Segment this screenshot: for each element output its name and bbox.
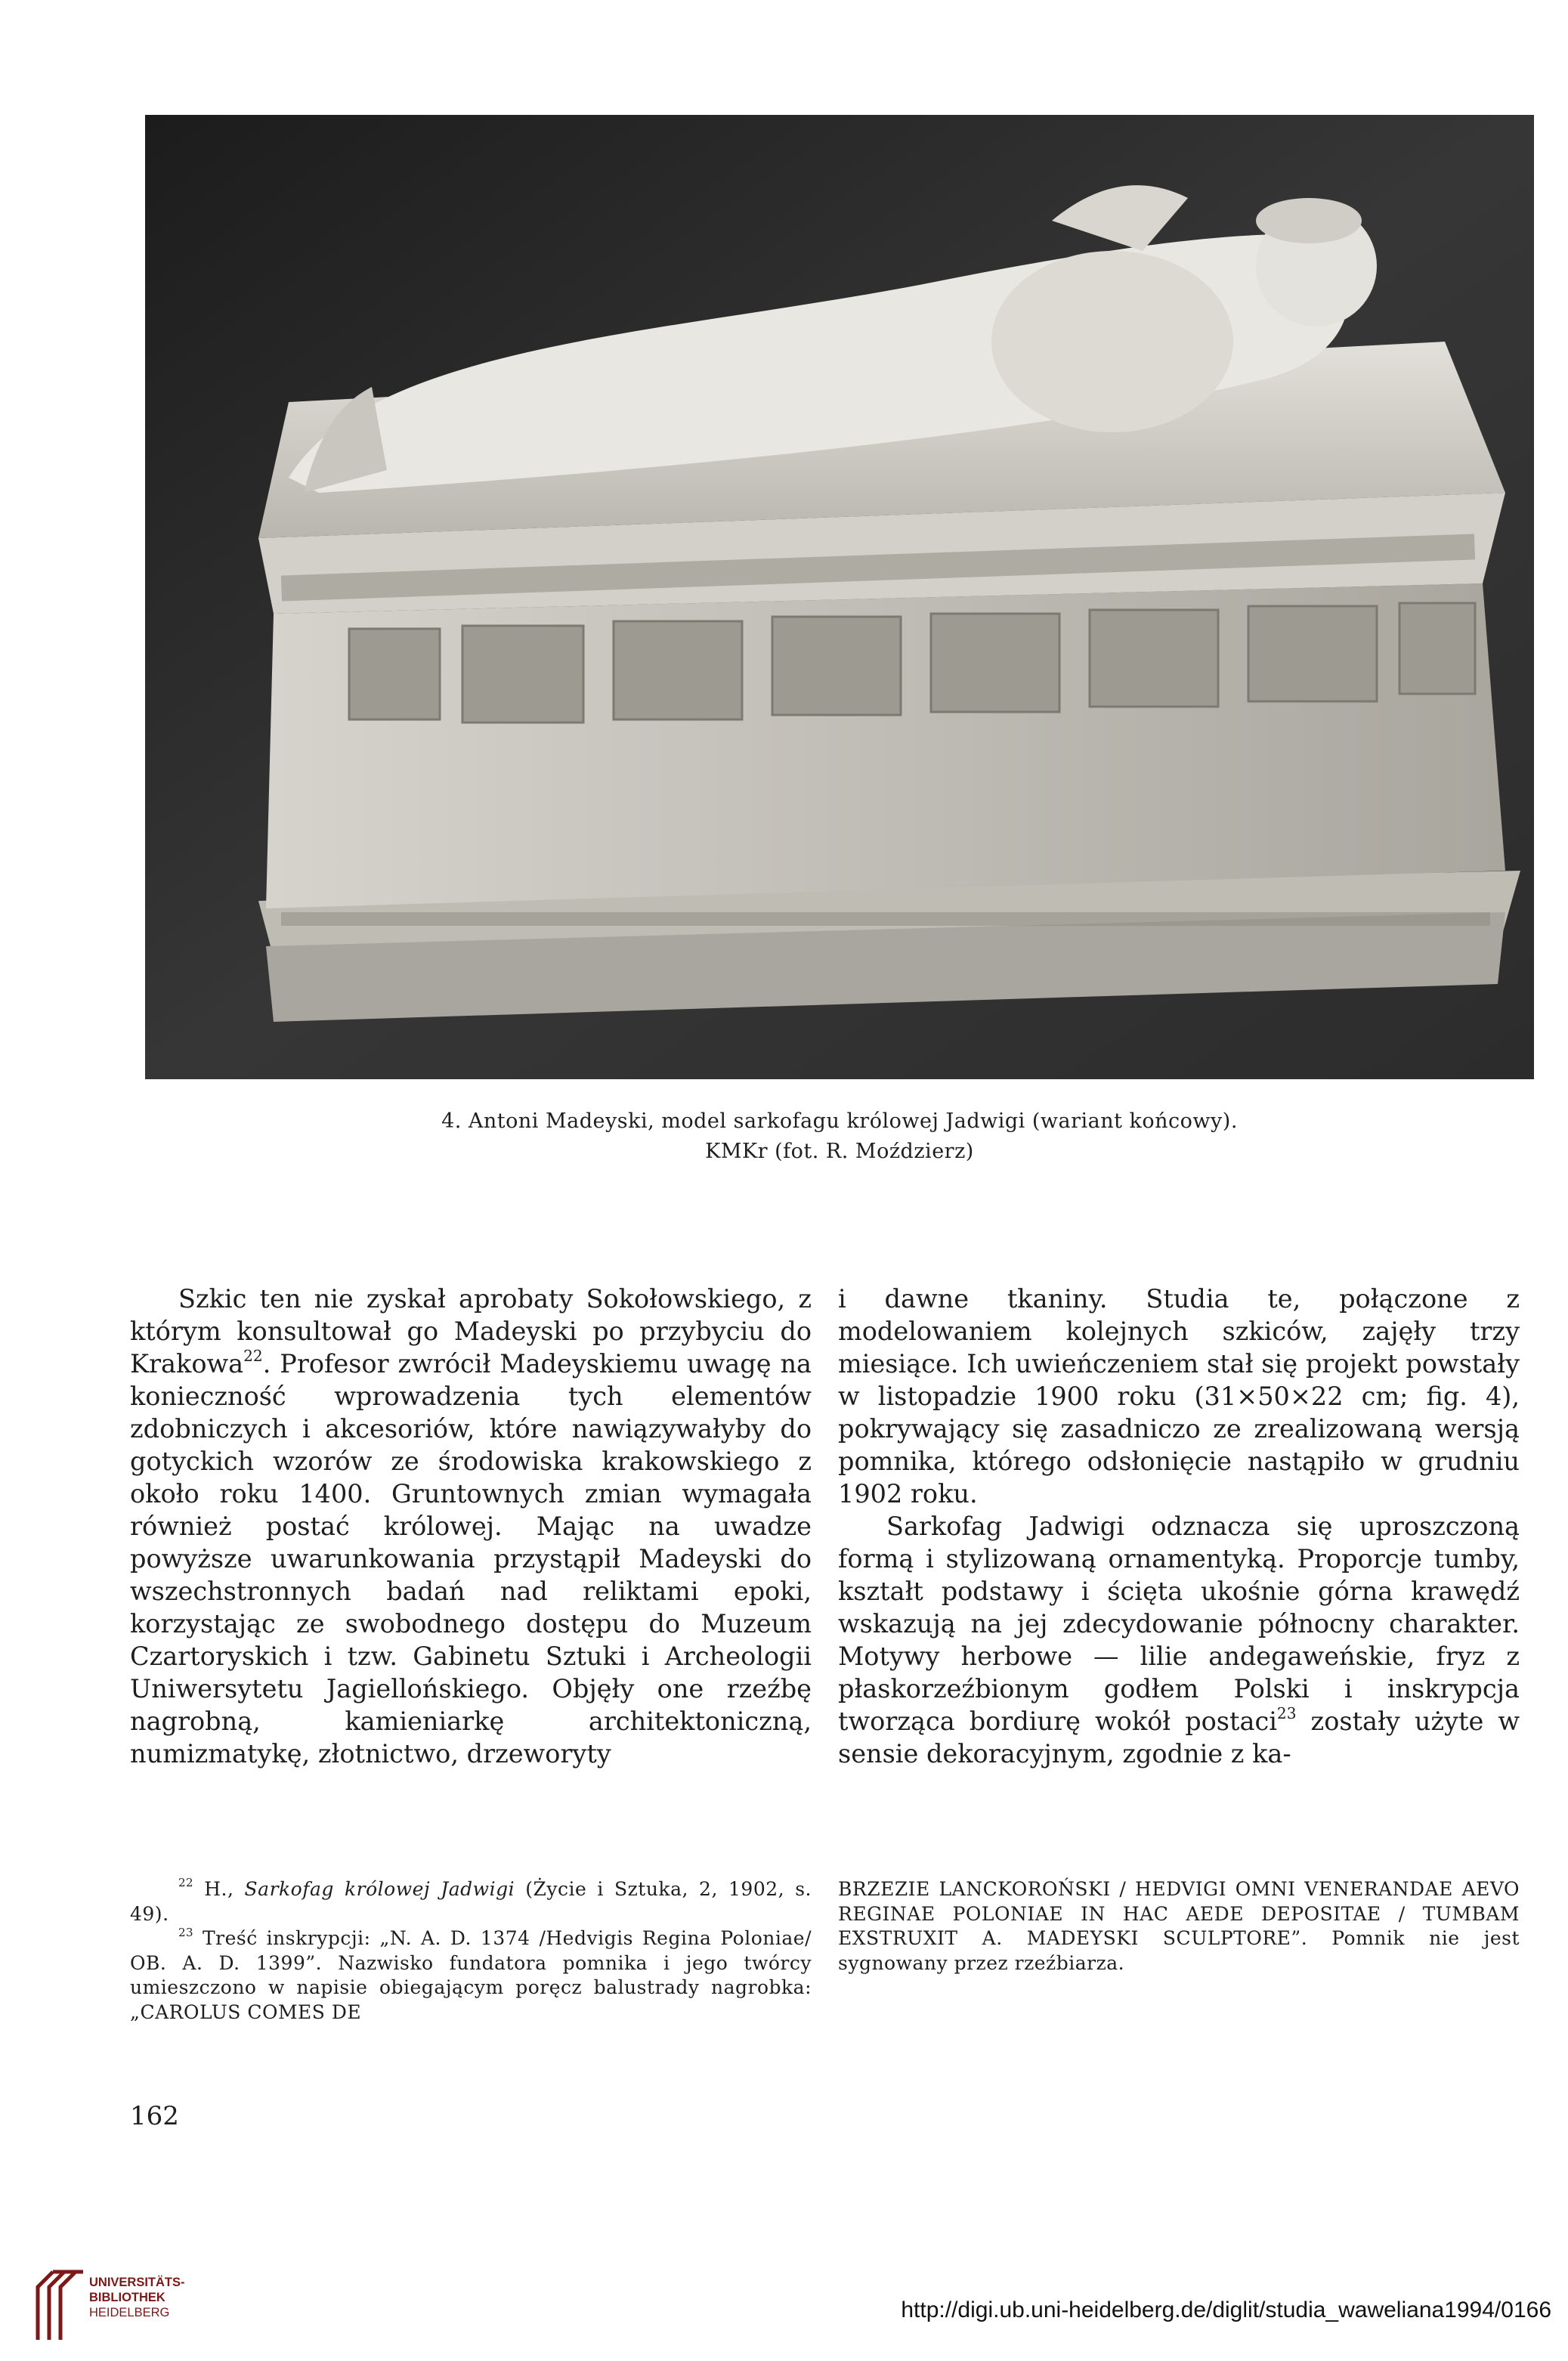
left-paragraph (130, 1283, 812, 1770)
footnote-number-23: 23 (178, 1925, 194, 1939)
figure-caption (145, 1106, 1534, 1167)
footnote-23 (130, 1926, 812, 2025)
footnote-22-text-a: H., (193, 1878, 245, 1900)
footnotes-right (838, 1877, 1520, 1976)
footnote-22-title: Sarkofag królowej Jadwigi (244, 1878, 515, 1900)
page-number: 162 (130, 2101, 179, 2131)
footnote-23-continued: BRZEZIE LANCKOROŃSKI / HEDVIGI OMNI VENERANDAE AEVO REGINAE POLONIAE IN HAC AEDE DEPOSITAE / TUMBAM EXSTRUXIT A. MADEYSKI SCULPTORE”. Pomnik nie jest sygnowany przez rzeźbiarza. (838, 1878, 1520, 1974)
footnote-22 (130, 1877, 812, 1926)
right-paragraph-1: i dawne tkaniny. Studia te, połączone z modelowaniem kolejnych szkiców, zajęły trzy miesiące. Ich uwieńczeniem stał się projekt powstały w listopadzie 1900 roku (31×50×22 cm; fig. 4), pokrywający się zasadniczo ze zrealizowaną wersją pomnika, którego odsłonięcie nastąpiło w grudniu 1902 roku. (838, 1284, 1520, 1509)
logo-line-1: UNIVERSITÄTS- (89, 2276, 185, 2289)
source-url-link[interactable]: http://digi.ub.uni-heidelberg.de/diglit/studia_waweliana1994/0166 (901, 2298, 1551, 2322)
logo-line-2: BIBLIOTHEK (89, 2291, 165, 2304)
right-column (838, 1283, 1520, 1770)
right-paragraph-2 (838, 1510, 1520, 1770)
library-logo-text (89, 2275, 185, 2320)
footnote-23-text: Treść inskrypcji: „N. A. D. 1374 /Hedvigis Regina Poloniae/ OB. A. D. 1399”. Nazwisko fundatora pomnika i jego twórcy umieszczono w napisie obiegającym poręcz balustrady nagrobka: „CAROLUS COMES DE (130, 1927, 812, 2023)
left-paragraph-text-b: . Profesor zwrócił Madeyskiemu uwagę na konieczność wprowadzenia tych elementów zdobniczych i akcesoriów, które nawiązywałyby do gotyckich wzorów ze środowiska krakowskiego z około roku 1400. Gruntownych zmian wymagała również postać królowej. Mając na uwadze powyższe uwarunkowania przystąpił Madeyski do wszechstronnych badań nad reliktami epoki, korzystając ze swobodnego dostępu do Muzeum Czartoryskich i tzw. Gabinetu Sztuki i Archeologii Uniwersytetu Jagiellońskiego. Objęły one rzeźbę nagrobną, kamieniarkę architektoniczną, numizmatykę, złotnictwo, drzeworyty (130, 1349, 812, 1768)
left-column (130, 1283, 812, 1770)
footnote-ref-23: 23 (1276, 1703, 1297, 1722)
footnote-ref-22: 22 (243, 1346, 263, 1365)
right-paragraph-2-text-b: zostały użyte w sensie dekoracyjnym, zgodnie z ka- (838, 1707, 1520, 1768)
footnote-number-22: 22 (178, 1876, 194, 1890)
left-paragraph-text-a: Szkic ten nie zyskał aprobaty Sokołowskiego, z którym konsultował go Madeyski po przybyciu do Krakowa (130, 1284, 812, 1379)
caption-line-2: KMKr (fot. R. Moździerz) (705, 1140, 974, 1163)
right-paragraph-2-text-a: Sarkofag Jadwigi odznacza się uproszczoną formą i stylizowaną ornamentyką. Proporcje tumby, kształt podstawy i ścięta ukośnie górna krawędź wskazują na jej zdecydowanie północny charakter. Motywy herbowe — lilie andegaweńskie, fryz z płaskorzeźbionym godłem Polski i inskrypcja tworząca bordiurę wokół postaci (838, 1512, 1520, 1736)
footnotes-left (130, 1877, 812, 2025)
logo-line-3: HEIDELBERG (89, 2306, 170, 2319)
footnote-22-text-b: (Życie i Sztuka, 2, 1902, s. 49). (130, 1878, 812, 1925)
caption-line-1: 4. Antoni Madeyski, model sarkofagu królowej Jadwigi (wariant końcowy). (441, 1109, 1238, 1133)
sarcophagus-photo (145, 115, 1534, 1079)
